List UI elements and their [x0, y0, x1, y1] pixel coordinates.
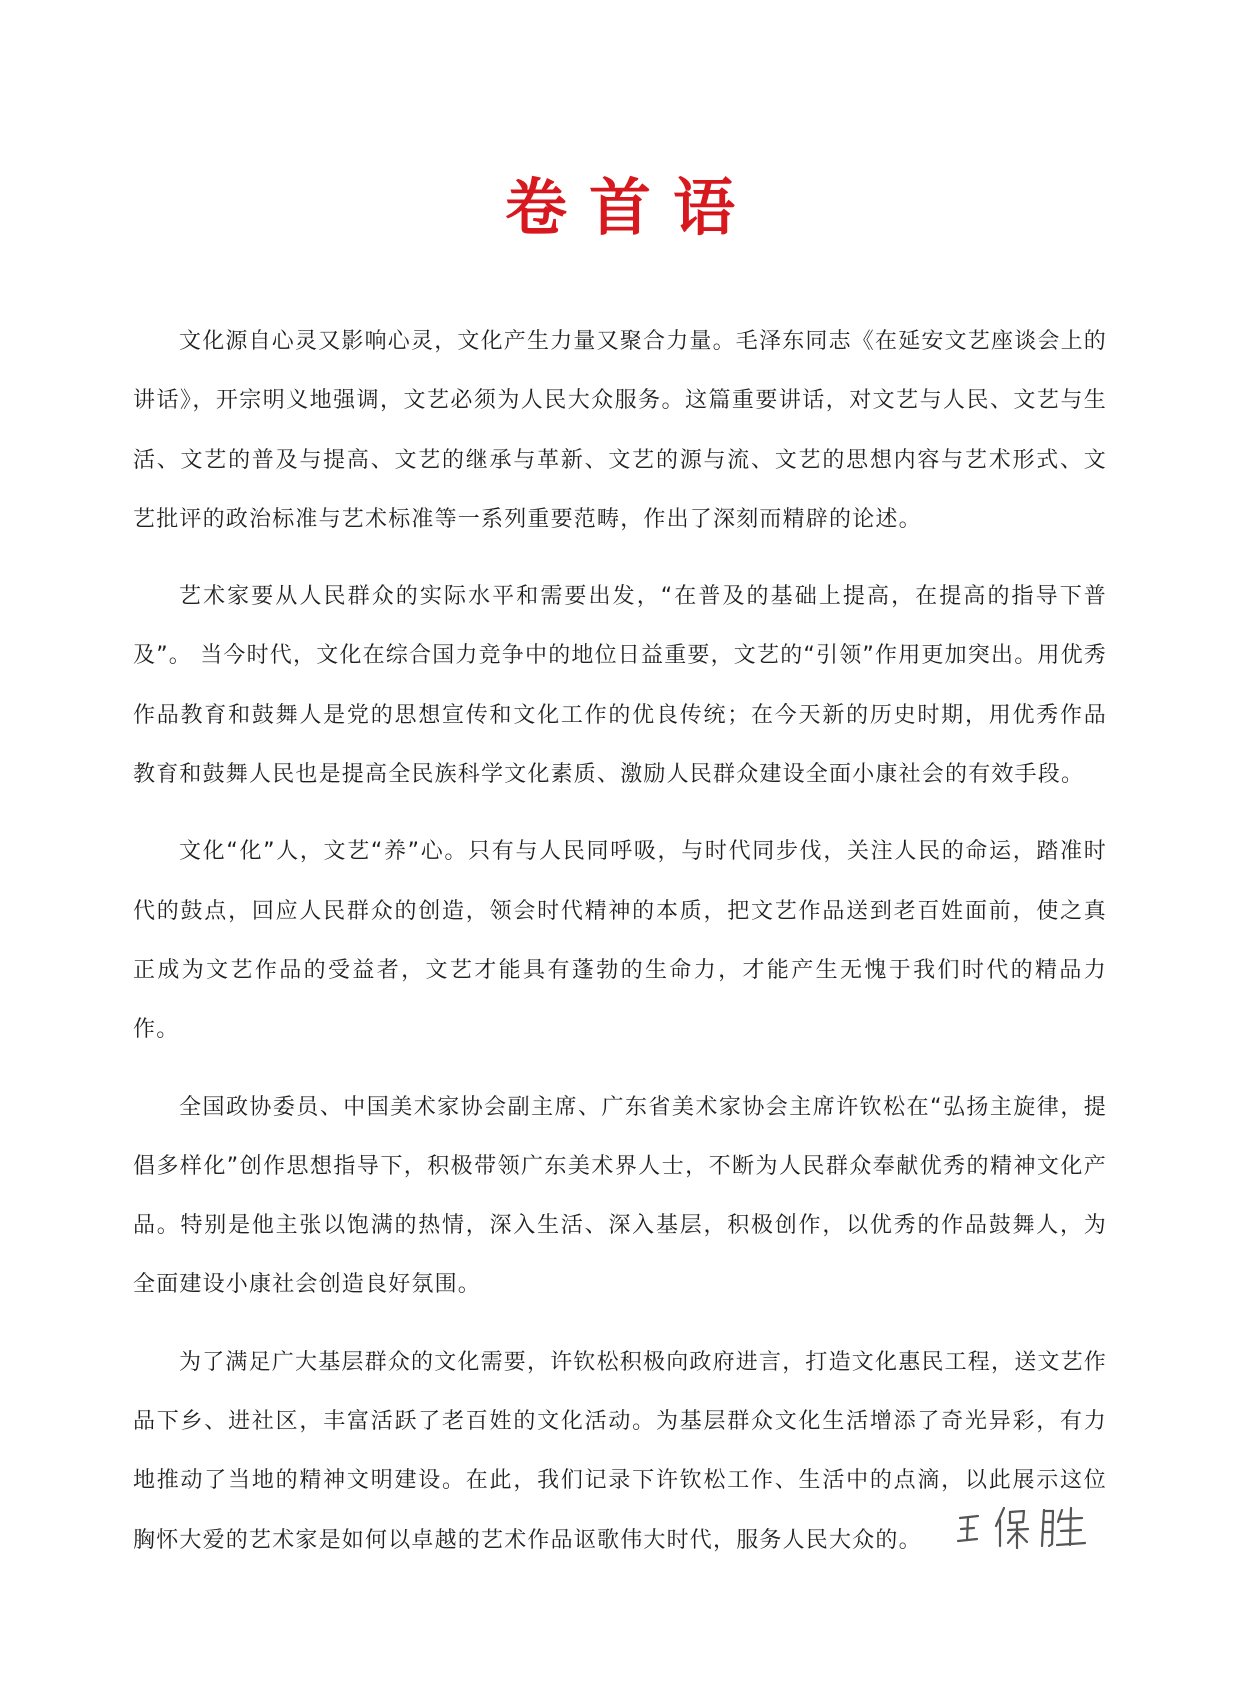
paragraph-2: 艺术家要从人民群众的实际水平和需要出发，“在普及的基础上提高，在提高的指导下普及”。 当今时代，文化在综合国力竞争中的地位日益重要，文艺的“引领”作用更加突出。用优秀作品教育和鼓舞人是党的思想宣传和文化工作的优良传统；在今天新的历史时期，用优秀作品教育和鼓舞人民也是提高全民族科学文化素质、激励人民群众建设全面小康社会的有效手段。	[133, 584, 1107, 788]
paragraph-4: 全国政协委员、中国美术家协会副主席、广东省美术家协会主席许钦松在“弘扬主旋律，提倡多样化”创作思想指导下，积极带领广东美术界人士，不断为人民群众奉献优秀的精神文化产品。特别是他主张以饱满的热情，深入生活、深入基层，积极创作，以优秀的作品鼓舞人，为全面建设小康社会创造良好氛围。	[133, 1094, 1107, 1298]
paragraph-5: 为了满足广大基层群众的文化需要，许钦松积极向政府进言，打造文化惠民工程，送文艺作品下乡、进社区，丰富活跃了老百姓的文化活动。为基层群众文化生活增添了奇光异彩，有力地推动了当地的精神文明建设。在此，我们记录下许钦松工作、生活中的点滴，以此展示这位胸怀大爱的艺术家是如何以卓越的艺术作品讴歌伟大时代，服务人民大众的。	[133, 1349, 1108, 1553]
handwritten-signature	[952, 1500, 1092, 1556]
body-text	[133, 312, 1107, 1588]
paragraph-3: 文化“化”人，文艺“养”心。只有与人民同呼吸，与时代同步伐，关注人民的命运，踏准时代的鼓点，回应人民群众的创造，领会时代精神的本质，把文艺作品送到老百姓面前，使之真正成为文艺作品的受益者，文艺才能具有蓬勃的生命力，才能产生无愧于我们时代的精品力作。	[133, 839, 1107, 1043]
signature-image	[952, 1500, 1092, 1556]
signature-strokes	[958, 1508, 1085, 1548]
paragraph-1: 文化源自心灵又影响心灵，文化产生力量又聚合力量。毛泽东同志《在延安文艺座谈会上的讲话》，开宗明义地强调，文艺必须为人民大众服务。这篇重要讲话，对文艺与人民、文艺与生活、文艺的普及与提高、文艺的继承与革新、文艺的源与流、文艺的思想内容与艺术形式、文艺批评的政治标准与艺术标准等一系列重要范畴，作出了深刻而精辟的论述。	[133, 329, 1108, 532]
page-title: 卷首语	[504, 171, 757, 244]
